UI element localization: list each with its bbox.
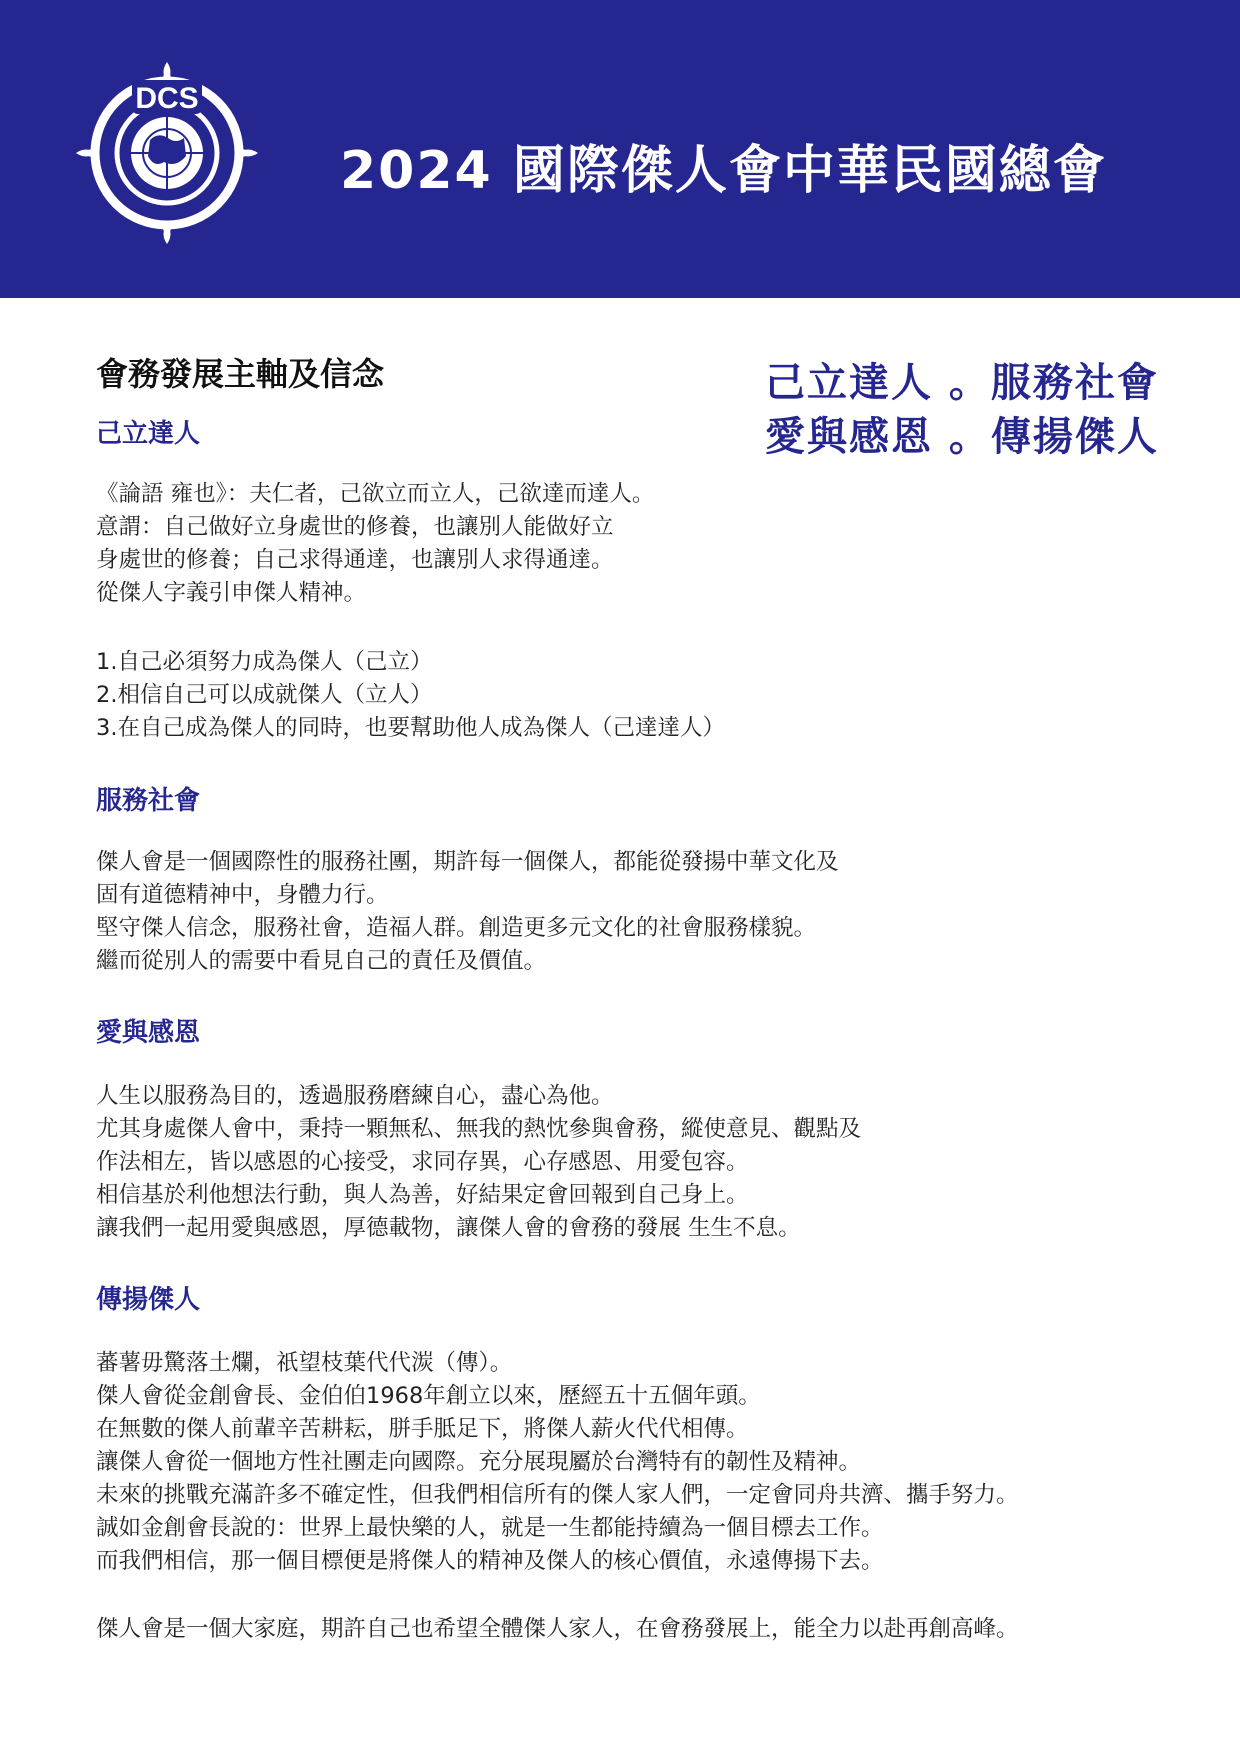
text-line: 身處世的修養；自己求得通達，也讓別人求得通達。 (96, 547, 614, 573)
text-line: 相信基於利他想法行動，與人為善，好結果定會回報到自己身上。 (96, 1182, 749, 1208)
text-line: 讓傑人會從一個地方性社團走向國際。充分展現屬於台灣特有的韌性及精神。 (96, 1449, 862, 1475)
text-line: 3.在自己成為傑人的同時，也要幫助他人成為傑人（己達達人） (96, 715, 725, 741)
section-title-love-gratitude: 愛與感恩 (96, 1018, 201, 1048)
motto-line: 己立達人 。服務社會 (765, 360, 1159, 406)
text-line: 傑人會是一個大家庭，期許自己也希望全體傑人家人，在會務發展上，能全力以赴再創高峰。 (96, 1616, 1019, 1642)
motto-line: 愛與感恩 。傳揚傑人 (765, 414, 1159, 460)
text-line: 蕃薯毋驚落土爛，祇望枝葉代代湠（傳）。 (96, 1350, 513, 1376)
text-line: 1.自己必須努力成為傑人（己立） (96, 649, 433, 675)
section-paragraph (96, 846, 839, 978)
page-title: 2024 國際傑人會中華民國總會 (340, 141, 1107, 201)
text-line: 傑人會是一個國際性的服務社團，期許每一個傑人，都能從發揚中華文化及 (96, 849, 839, 875)
closing-paragraph (96, 1613, 1019, 1646)
text-line: 繼而從別人的需要中看見自己的責任及價值。 (96, 948, 547, 974)
text-line: 傑人會從金創會長、金伯伯1968年創立以來，歷經五十五個年頭。 (96, 1383, 761, 1409)
text-line: 而我們相信，那一個目標便是將傑人的精神及傑人的核心價值，永遠傳揚下去。 (96, 1548, 884, 1574)
text-line: 作法相左，皆以感恩的心接受，求同存異，心存感恩、用愛包容。 (96, 1149, 749, 1175)
text-line: 人生以服務為目的，透過服務磨練自心，盡心為他。 (96, 1083, 614, 1109)
section-title-ji-li-da-ren: 己立達人 (96, 419, 201, 449)
text-line: 《論語 雍也》：夫仁者，己欲立而立人，己欲達而達人。 (96, 481, 655, 507)
section-paragraph (96, 478, 654, 610)
text-line: 2.相信自己可以成就傑人（立人） (96, 682, 433, 708)
section-title-service: 服務社會 (96, 786, 201, 816)
section-paragraph (96, 1347, 1019, 1578)
text-line: 在無數的傑人前輩辛苦耕耘，胼手胝足下，將傑人薪火代代相傳。 (96, 1416, 749, 1442)
text-line: 固有道德精神中，身體力行。 (96, 882, 389, 908)
dcs-logo-icon (72, 58, 262, 248)
section-paragraph (96, 646, 725, 745)
section-paragraph (96, 1080, 861, 1245)
main-heading: 會務發展主軸及信念 (96, 355, 385, 393)
text-line: 堅守傑人信念，服務社會，造福人群。創造更多元文化的社會服務樣貌。 (96, 915, 817, 941)
header-banner (0, 0, 1240, 298)
text-line: 尤其身處傑人會中，秉持一顆無私、無我的熱忱參與會務，縱使意見、觀點及 (96, 1116, 862, 1142)
text-line: 從傑人字義引申傑人精神。 (96, 580, 367, 606)
text-line: 意謂：自己做好立身處世的修養，也讓別人能做好立 (96, 514, 614, 540)
section-title-spread: 傳揚傑人 (96, 1285, 201, 1315)
logo-text: DCS (135, 82, 199, 115)
text-line: 讓我們一起用愛與感恩，厚德載物，讓傑人會的會務的發展 生生不息。 (96, 1215, 801, 1241)
text-line: 誠如金創會長說的：世界上最快樂的人，就是一生都能持續為一個目標去工作。 (96, 1515, 884, 1541)
text-line: 未來的挑戰充滿許多不確定性，但我們相信所有的傑人家人們，一定會同舟共濟、攜手努力。 (96, 1482, 1019, 1508)
motto (765, 356, 1159, 464)
